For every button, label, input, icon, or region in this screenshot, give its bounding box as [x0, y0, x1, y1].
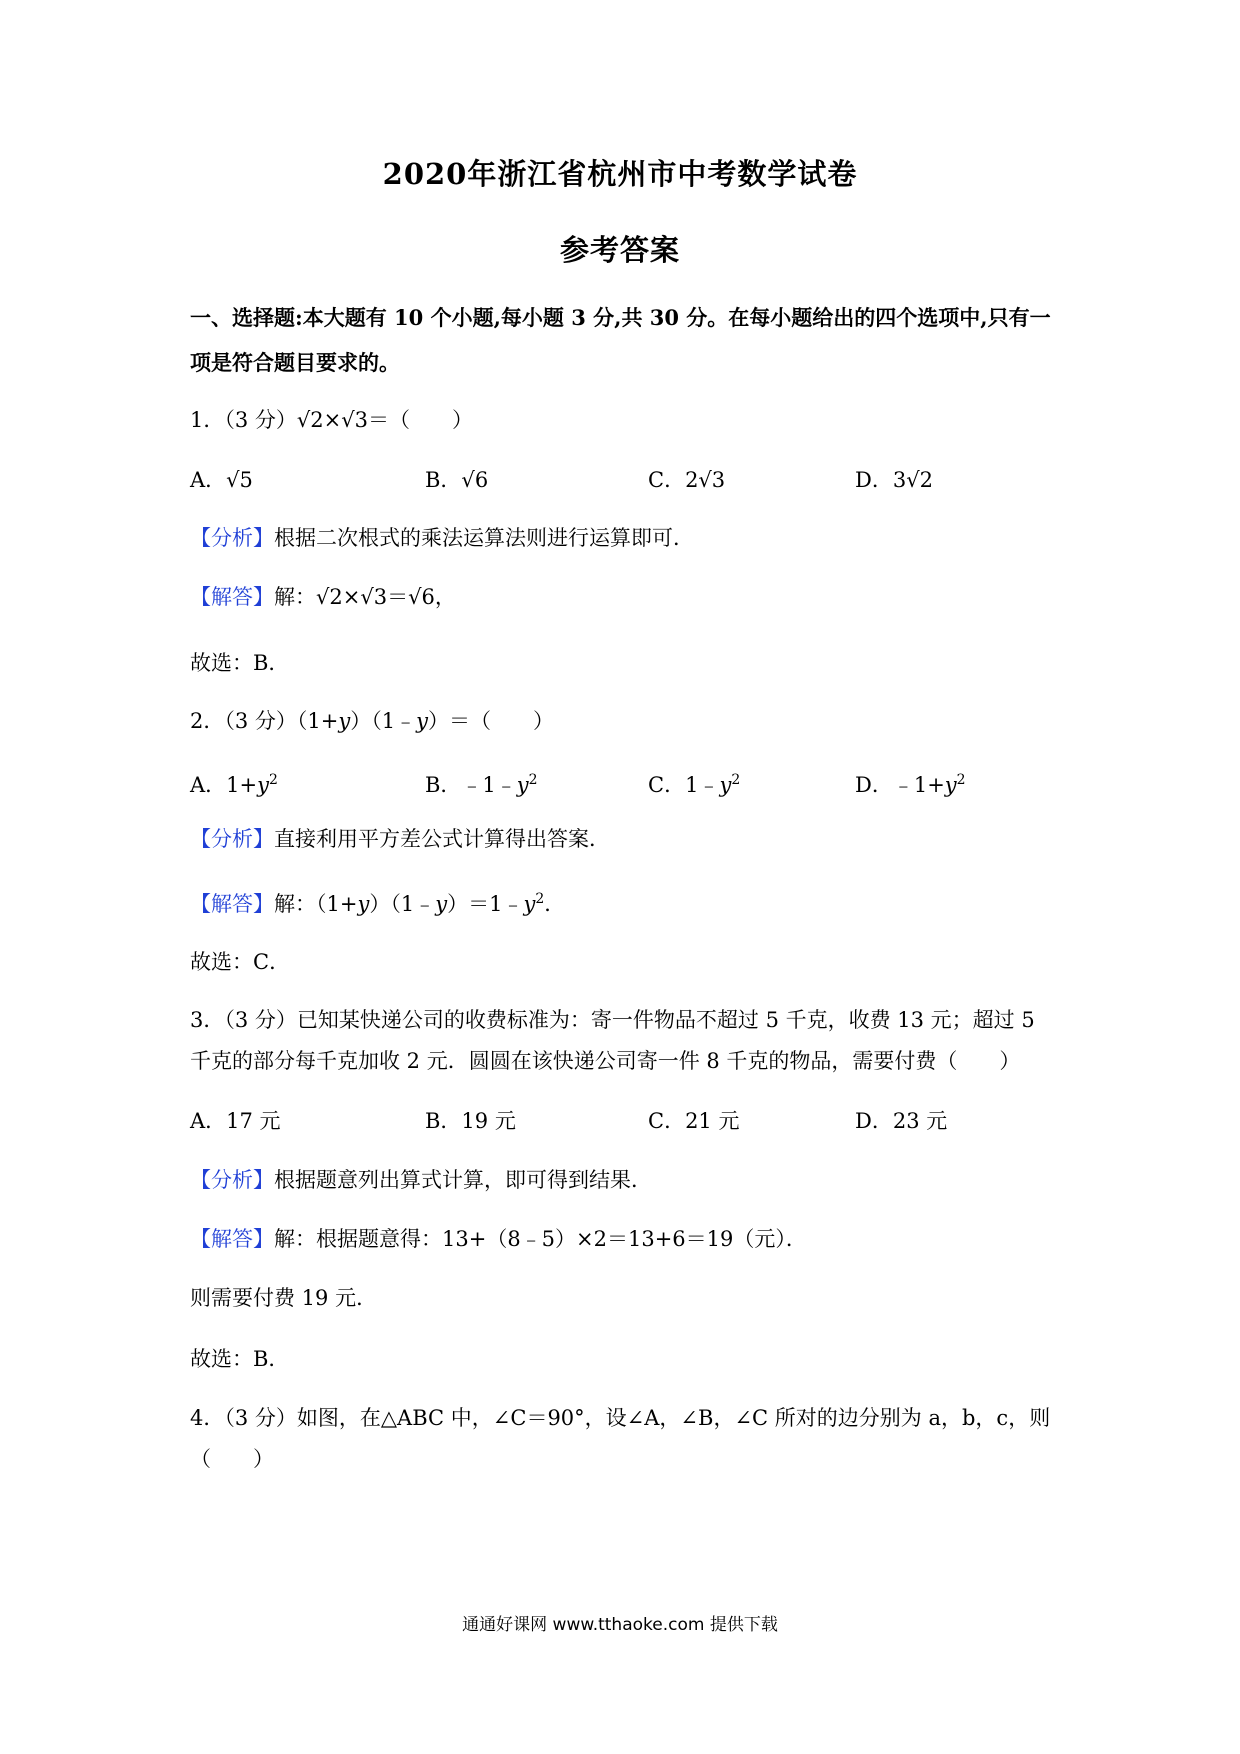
page-footer: 通通好课网 www.tthaoke.com 提供下载: [462, 1615, 778, 1635]
q2-solution-line: [190, 884, 565, 919]
q2-analysis-line: [190, 824, 610, 854]
q1-stem: 1．（3 分）√2×√3＝（ ）: [190, 408, 473, 432]
analysis-label: 【分析】: [190, 827, 274, 851]
document-subtitle: 参考答案: [559, 233, 680, 267]
q2-solution-end: ．: [544, 892, 566, 916]
q2-option-a: [190, 765, 278, 800]
analysis-label: 【分析】: [190, 526, 274, 550]
q2-solution-part-1: 解：（1+: [274, 892, 358, 916]
q2-option-a-text: A．1+: [190, 773, 258, 797]
q2-analysis: 直接利用平方差公式计算得出答案．: [274, 827, 610, 851]
q2-option-b-text: B．﹣1﹣: [425, 773, 517, 797]
q2-exponent: 2: [528, 772, 538, 788]
q2-exponent: 2: [731, 772, 741, 788]
q2-option-c-text: C．1﹣: [648, 773, 720, 797]
q2-option-d: [855, 765, 966, 800]
q1-solution: 解：√2×√3＝√6，: [274, 585, 456, 609]
q1-analysis-line: [190, 523, 694, 553]
analysis-label: 【分析】: [190, 1168, 274, 1192]
q3-stem-line-2: 千克的部分每千克加收 2 元．圆圆在该快递公司寄一件 8 千克的物品，需要付费（ ）: [190, 1049, 1021, 1073]
q2-option-c: [648, 765, 740, 800]
q2-var: y: [719, 773, 732, 797]
q3-option-b: B．19 元: [425, 1109, 516, 1133]
q2-var: y: [416, 709, 428, 733]
document-title: 2020年浙江省杭州市中考数学试卷: [382, 157, 858, 191]
q3-analysis: 根据题意列出算式计算，即可得到结果．: [274, 1168, 652, 1192]
q2-answer: 故选：C．: [190, 950, 291, 974]
q3-option-a: A．17 元: [190, 1109, 281, 1133]
q3-solution-line-2: 则需要付费 19 元．: [190, 1286, 378, 1310]
q3-analysis-line: [190, 1165, 652, 1195]
section-heading-line-2: 项是符合题目要求的。: [190, 350, 400, 375]
q2-option-b: [425, 765, 538, 800]
q2-stem: [190, 706, 554, 736]
q2-solution-part-3: ）＝1﹣: [447, 892, 524, 916]
q3-solution: 解：根据题意得：13+（8﹣5）×2＝13+6＝19（元）．: [274, 1227, 807, 1251]
solution-label: 【解答】: [190, 585, 274, 609]
q2-var: y: [944, 773, 957, 797]
q1-option-d: D．3√2: [855, 468, 933, 492]
q3-stem-line-1: 3．（3 分）已知某快递公司的收费标准为：寄一件物品不超过 5 千克，收费 13 元；超过 5: [190, 1008, 1035, 1032]
q1-answer: 故选：B．: [190, 651, 290, 675]
q4-stem-line-2: （ ）: [190, 1447, 274, 1471]
q4-stem-line-1: 4．（3 分）如图，在△ABC 中，∠C＝90°，设∠A，∠B，∠C 所对的边分别为 a，b，c，则: [190, 1406, 1051, 1430]
q2-var: y: [523, 892, 536, 916]
q2-stem-part-1: 2．（3 分）（1+: [190, 709, 339, 733]
q2-stem-part-3: ）＝（ ）: [427, 709, 554, 733]
q2-var: y: [338, 709, 351, 733]
q2-exponent: 2: [956, 772, 966, 788]
solution-label: 【解答】: [190, 892, 274, 916]
q3-solution-line: [190, 1224, 807, 1254]
q1-analysis: 根据二次根式的乘法运算法则进行运算即可．: [274, 526, 694, 550]
q1-option-a: A．√5: [190, 468, 253, 492]
q2-stem-part-2: ）（1﹣: [350, 709, 417, 733]
q1-option-b: B．√6: [425, 468, 489, 492]
q1-option-c: C．2√3: [648, 468, 726, 492]
q3-option-d: D．23 元: [855, 1109, 948, 1133]
section-heading-line-1: 一、选择题:本大题有 10 个小题,每小题 3 分,共 30 分。在每小题给出的四个选项中,只有一: [190, 305, 1051, 330]
q3-option-c: C．21 元: [648, 1109, 740, 1133]
q2-exponent: 2: [269, 772, 278, 788]
q2-var: y: [435, 892, 448, 916]
q3-answer: 故选：B．: [190, 1347, 290, 1371]
q2-solution-part-2: ）（1﹣: [369, 892, 436, 916]
q1-solution-line: [190, 582, 456, 612]
q2-option-d-text: D．﹣1+: [855, 773, 945, 797]
solution-label: 【解答】: [190, 1227, 274, 1251]
q2-var: y: [357, 892, 370, 916]
q2-exponent: 2: [535, 891, 545, 907]
q2-var: y: [257, 773, 269, 797]
q2-var: y: [516, 773, 529, 797]
